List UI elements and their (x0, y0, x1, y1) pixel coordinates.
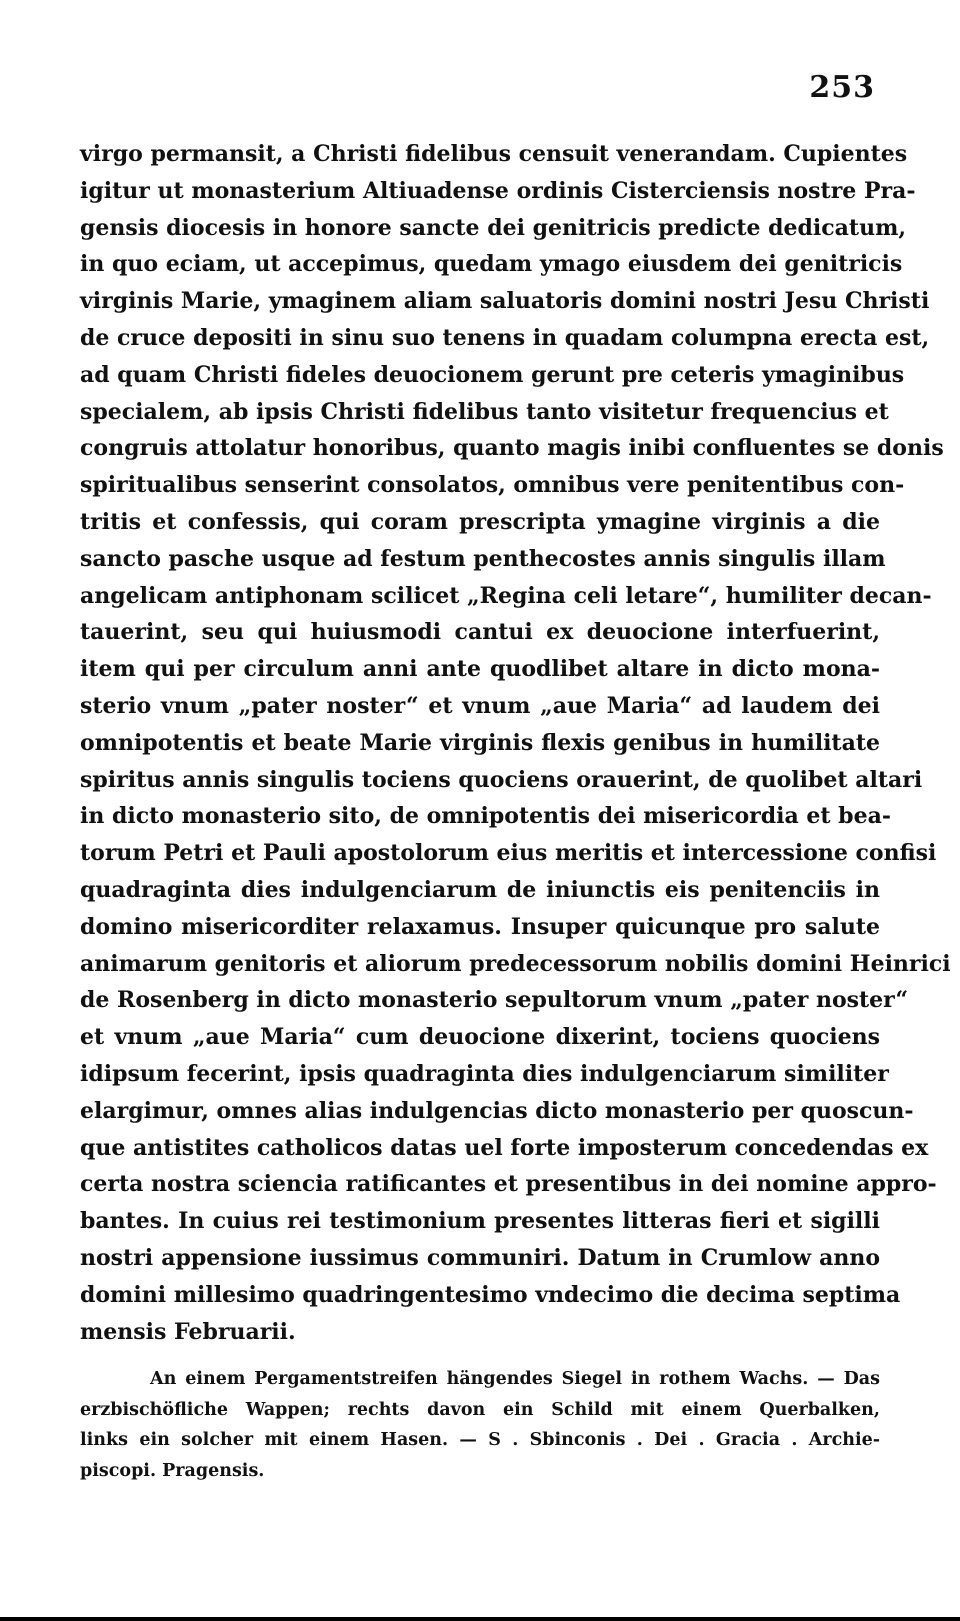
text-line: igitur ut monasterium Altiuadense ordinis Cisterciensis nostre Pra- (80, 177, 916, 204)
text-line: in dicto monasterio sito, de omnipotentis dei misericordia et bea- (80, 803, 891, 830)
text-line: specialem, ab ipsis Christi fidelibus tanto visitetur frequencius et (80, 398, 889, 425)
text-line: domini millesimo quadringentesimo vndecimo die decima septima (80, 1281, 901, 1308)
text-line: animarum genitoris et aliorum predecessorum nobilis domini Heinrici (80, 950, 951, 977)
text-line: virginis Marie, ymaginem aliam saluatoris domini nostri Jesu Christi (80, 288, 930, 315)
text-line: sancto pasche usque ad festum penthecostes annis singulis illam (80, 545, 886, 572)
text-line: et vnum „aue Maria“ cum deuocione dixerint, tociens quociens (80, 1024, 880, 1051)
page-number: 253 (809, 70, 875, 105)
text-line: domino misericorditer relaxamus. Insuper quicunque pro salute (80, 913, 880, 940)
text-line: virgo permansit, a Christi fidelibus censuit venerandam. Cupientes (80, 141, 908, 167)
text-line: nostri appensione iussimus communiri. Datum in Crumlow anno (80, 1244, 880, 1271)
text-line: item qui per circulum anni ante quodlibet altare in dicto mona- (80, 656, 880, 683)
note-line: An einem Pergamentstreifen hängendes Siegel in rothem Wachs. — Das (150, 1369, 880, 1389)
text-line: elargimur, omnes alias indulgencias dicto monasterio per quoscun- (80, 1097, 914, 1124)
note-line: piscopi. Pragensis. (80, 1460, 265, 1481)
text-line: bantes. In cuius rei testimonium presentes litteras fieri et sigilli (80, 1208, 880, 1235)
seal-note (80, 1364, 880, 1486)
text-line: de Rosenberg in dicto monasterio sepultorum vnum „pater noster“ (80, 987, 909, 1014)
bottom-edge-rule (0, 1617, 960, 1621)
text-line: tauerint, seu qui huiusmodi cantui ex deuocione interfuerint, (80, 619, 880, 646)
text-line: que antistites catholicos datas uel forte imposterum concedendas ex (80, 1134, 929, 1161)
text-line: certa nostra sciencia ratificantes et presentibus in dei nomine appro- (80, 1171, 937, 1198)
text-line: de cruce depositi in sinu suo tenens in quadam columpna erecta est, (80, 324, 930, 351)
text-line: gensis diocesis in honore sancte dei genitricis predicte dedicatum, (80, 214, 907, 241)
text-line: sterio vnum „pater noster“ et vnum „aue Maria“ ad laudem dei (80, 692, 880, 719)
text-line: mensis Februarii. (80, 1318, 296, 1345)
text-line: angelicam antiphonam scilicet „Regina celi letare“, humiliter decan- (80, 582, 932, 609)
note-line: links ein solcher mit einem Hasen. — S . Sbinconis . Dei . Gracia . Archie- (80, 1430, 880, 1450)
text-line: omnipotentis et beate Marie virginis flexis genibus in humilitate (80, 729, 880, 756)
text-line: torum Petri et Pauli apostolorum eius meritis et intercessione confisi (80, 840, 937, 867)
note-line: erzbischöfliche Wappen; rechts davon ein Schild mit einem Querbalken, (80, 1399, 880, 1420)
text-line: ad quam Christi fideles deuocionem gerunt pre ceteris ymaginibus (80, 361, 905, 388)
main-text (80, 136, 951, 1350)
text-line: congruis attolatur honoribus, quanto magis inibi confluentes se donis (80, 435, 944, 462)
text-line: spiritualibus senserint consolatos, omnibus vere penitentibus con- (80, 472, 905, 499)
text-line: idipsum fecerint, ipsis quadraginta dies indulgenciarum similiter (80, 1060, 889, 1087)
text-line: quadraginta dies indulgenciarum de iniunctis eis penitenciis in (80, 876, 880, 903)
text-line: tritis et confessis, qui coram prescripta ymagine virginis a die (80, 508, 880, 535)
text-line: spiritus annis singulis tociens quociens orauerint, de quolibet altari (80, 766, 923, 793)
text-line: in quo eciam, ut accepimus, quedam ymago eiusdem dei genitricis (80, 251, 903, 278)
